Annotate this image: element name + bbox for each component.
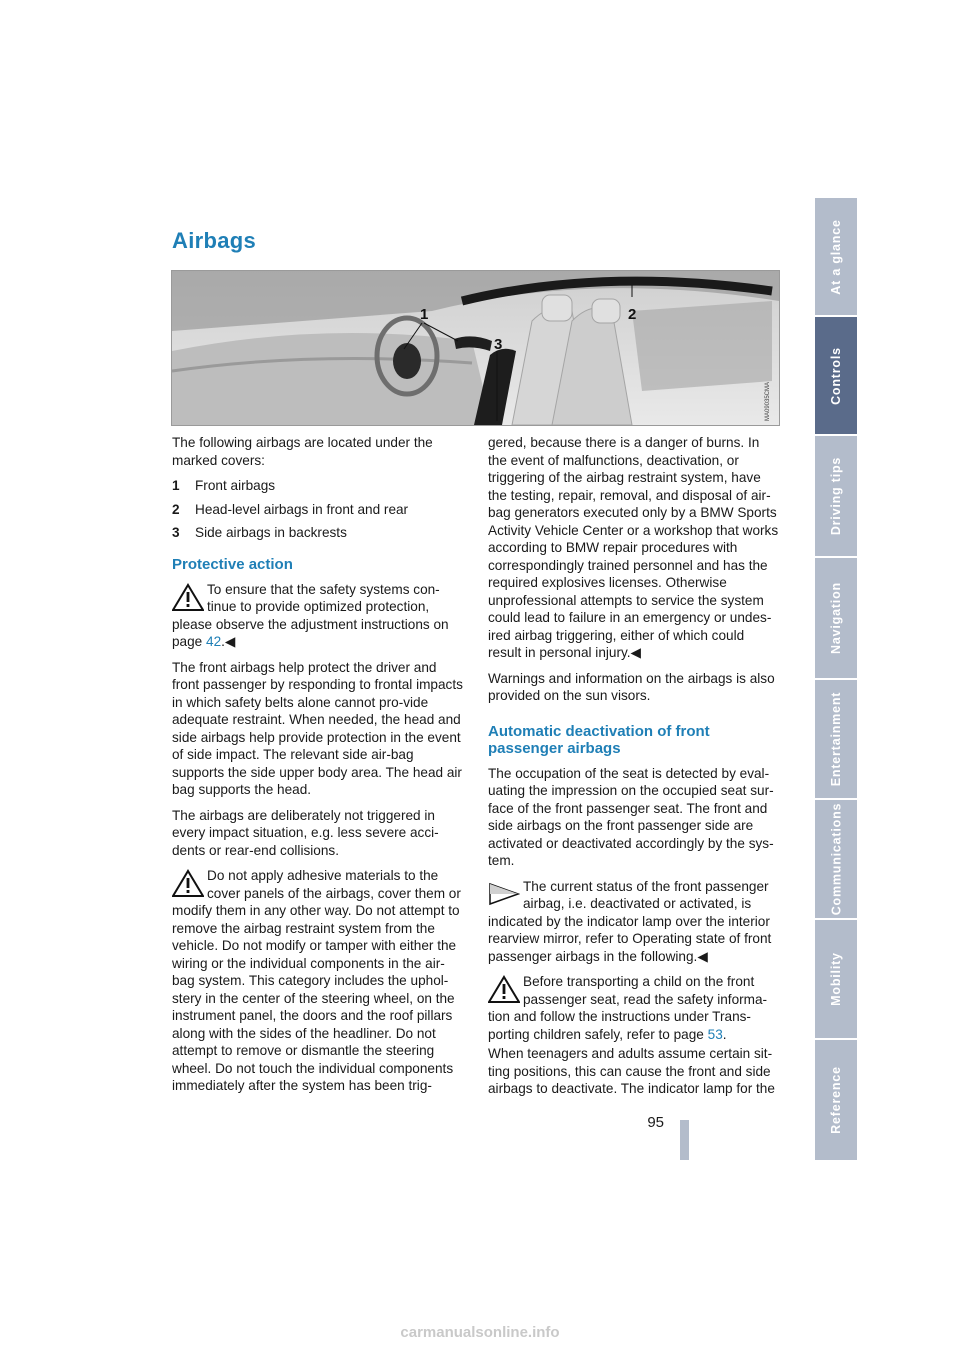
legend-item — [172, 501, 464, 519]
nav-tab-label: Mobility — [829, 952, 843, 1006]
info-text-line: airbag, i.e. deactivated or activated, is — [523, 896, 752, 911]
page-link-53[interactable]: 53 — [707, 1026, 723, 1042]
warning-text-line: Before transporting a child on the front — [523, 974, 755, 989]
continued-warning-text: gered, because there is a danger of burns. In the event of malfunctions, deactivation, or triggering of the airbag restraint system, have the testing, repair, removal, and disposal of air-bag generators executed only by a BMW Sports Activity Vehicle Center or a workshop that works according to BMW repair procedures with correspondingly trained personnel and has the required explosives licenses. Otherwise unprofessional attempts to service the system could lead to failure in an emergency or undes-ired airbag triggering, either of which could result in personal injury.◀ — [488, 435, 779, 660]
nav-tab-reference[interactable] — [815, 1040, 857, 1160]
warning-text: please observe the adjustment instructions on page — [172, 616, 449, 649]
sun-visor-text: Warnings and information on the airbags is also provided on the sun visors. — [488, 670, 775, 703]
warning-triangle-icon — [172, 583, 204, 611]
warning-triangle-icon — [172, 869, 204, 897]
warning-note-adhesive — [172, 867, 464, 1095]
callout-1: 1 — [420, 306, 429, 323]
airbag-legend — [172, 477, 464, 542]
end-mark: . — [722, 1026, 727, 1042]
figure-code: MA09035CMA — [765, 381, 771, 421]
seat-detection-text: The occupation of the seat is detected by eval-uating the impression on the occupied seat sur-face of the front passenger seat. The front and side airbags on the front passenger side are activated or deactivated accordingly by the sys-tem. — [488, 765, 774, 868]
nav-tab-entertainment[interactable] — [815, 680, 857, 798]
legend-number: 3 — [172, 525, 180, 540]
right-column — [488, 434, 780, 1106]
legend-number: 2 — [172, 501, 180, 517]
warning-text: tion and follow the instructions under Trans-porting children safely, refer to page — [488, 1009, 751, 1042]
section-nav — [815, 198, 857, 1160]
nav-tab-driving-tips[interactable] — [815, 436, 857, 556]
warning-text-line: tinue to provide optimized protection, — [207, 599, 430, 614]
nav-tab-label: Driving tips — [829, 456, 844, 536]
not-triggered-text: The airbags are deliberately not triggered in every impact situation, e.g. less severe acci-dents or rear-end collisions. — [172, 807, 439, 858]
warning-text-line: To ensure that the safety systems con- — [207, 581, 440, 597]
nav-tab-label: Entertainment — [829, 691, 844, 787]
nav-tab-mobility[interactable] — [815, 920, 857, 1038]
nav-tab-communications[interactable] — [815, 800, 857, 918]
warning-text: modify them in any other way. Do not attempt to remove the airbag restraint system from the vehicle. Do not modify or tamper with either the wiring or the individual components in the air-bag system. This category includes the uphol-stery in the center of the steering wheel, on the instrument panel, the doors and the roof pillars along with the sides of the headliner. Do not attempt to remove or dismantle the steering wheel. Do not touch the individual components immediately after the system has been trig- — [172, 903, 460, 1093]
warning-triangle-icon — [488, 975, 520, 1003]
warning-note-child — [488, 973, 780, 1043]
left-column — [172, 434, 464, 1103]
legend-item — [172, 524, 464, 542]
warning-note-adjustment — [172, 581, 464, 651]
end-mark: .◀ — [221, 634, 236, 649]
nav-tab-label: At a glance — [829, 218, 843, 295]
nav-tab-navigation[interactable] — [815, 558, 857, 678]
warning-text-line: passenger seat, read the safety informa- — [523, 991, 768, 1007]
legend-text: Head-level airbags in front and rear — [195, 501, 409, 517]
front-airbags-text: The front airbags help protect the driver and front passenger by responding to frontal impacts in which safety belts alone cannot pro-vide adequate restraint. When needed, the head and side airbags help provide protection in the event of side impact. The relevant side air-bag supports the side upper body area. The head air bag supports the head. — [172, 659, 463, 797]
legend-text: Front airbags — [195, 478, 276, 493]
protective-action-heading: Protective action — [172, 555, 293, 573]
nav-tab-at-a-glance[interactable] — [815, 198, 857, 315]
info-text: indicated by the indicator lamp over the interior rearview mirror, refer to Operating state of front passenger airbags in the following.◀ — [488, 913, 772, 964]
warning-text-line: cover panels of the airbags, cover them or — [207, 885, 461, 901]
nav-tab-label: Navigation — [829, 582, 843, 654]
info-note-status — [488, 878, 780, 966]
legend-number: 1 — [172, 478, 180, 493]
intro-text: The following airbags are located under the marked covers: — [172, 435, 433, 468]
watermark: carmanualsonline.info — [400, 1324, 560, 1341]
legend-text: Side airbags in backrests — [195, 525, 347, 540]
callout-2: 2 — [628, 306, 637, 323]
deactivation-heading: Automatic deactivation of front passenger airbags — [488, 722, 710, 757]
warning-text-line: Do not apply adhesive materials to the — [207, 868, 439, 883]
nav-tab-label: Reference — [829, 1066, 843, 1134]
page-number: 95 — [647, 1114, 664, 1131]
info-arrow-icon — [488, 880, 520, 908]
page-link-42[interactable]: 42 — [206, 634, 222, 649]
airbag-illustration — [171, 270, 780, 426]
page-title: Airbags — [172, 228, 257, 253]
callout-3: 3 — [494, 336, 503, 353]
page-number-bar — [680, 1120, 689, 1160]
nav-tab-controls[interactable] — [815, 317, 857, 434]
nav-tab-label: Controls — [829, 346, 844, 405]
legend-item — [172, 477, 464, 495]
nav-tab-label: Communications — [829, 802, 844, 916]
sitting-positions-text: When teenagers and adults assume certain sit-ting positions, this can cause the front and side airbags to deactivate. The indicator lamp for the — [488, 1046, 775, 1096]
info-text-line: The current status of the front passenger — [523, 878, 769, 894]
